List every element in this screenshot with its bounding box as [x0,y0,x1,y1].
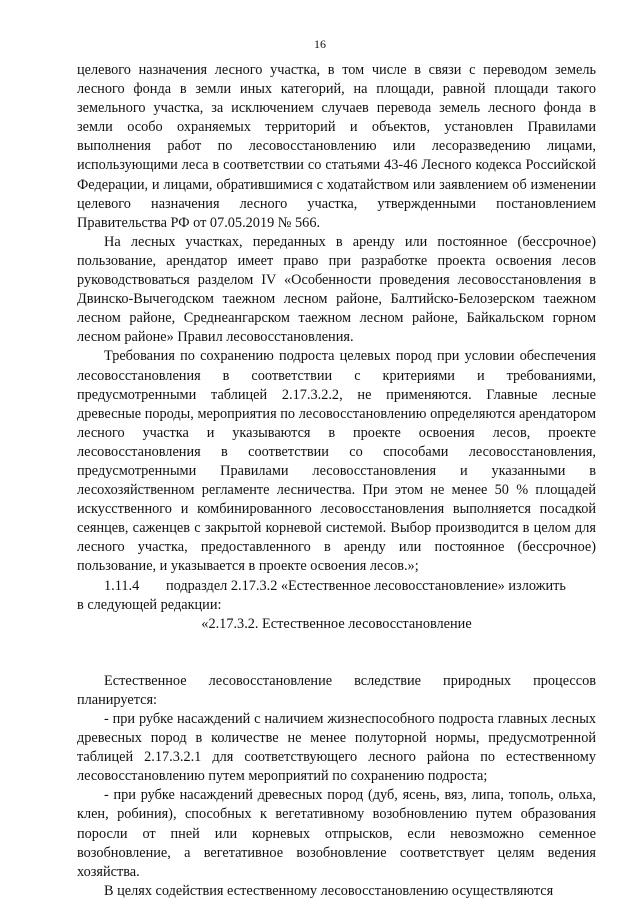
blank-space [77,634,596,672]
paragraph-5: - при рубке насаждений с наличием жизнеспособного подроста главных лесных древесных пород в количестве не менее полуторной нормы, предусмотренной таблицей 2.17.3.2.1 для соответствующего лесного района по естественному лесовосстановлению путем мероприятий по сохранению подроста; [77,711,596,785]
document-body [77,61,596,901]
paragraph-6: - при рубке насаждений древесных пород (дуб, ясень, вяз, липа, тополь, ольха, клен, робиния), способных к вегетативному возобновлению путем образования поросли от пней или корневых отпрысков, если невозможно семенное возобновление, а вегетативное возобновление соответствует целям ведения хозяйства. [77,787,596,880]
paragraph-4: Естественное лесовосстановление вследствие природных процессов планируется: [77,672,596,708]
item-number: 1.11.4 [104,577,140,594]
paragraph-7: В целях содействия естественному лесовосстановлению осуществляются [104,882,554,899]
paragraph-3: Требования по сохранению подроста целевых пород при условии обеспечения лесовосстановления в соответствии с критериями и требованиями, предусмотренными таблицей 2.17.3.2.2, не применяются. Главные лесные древесные породы, мероприятия по лесовосстановлению определяются арендатором лесного участка и указываются в проекте освоения лесов, проекте лесовосстановления в соответствии со способами лесовосстановления, предусмотренными Правилами лесовосстановления и указанными в лесохозяйственном регламенте лесничества. При этом не менее 50 % площадей искусственного и комбинированного лесовосстановления выполняется посадкой сеянцев, саженцев с закрытой корневой системой. Выбор производится в целом для лесного участка, предоставленного в аренду или постоянное (бессрочное) пользование, и указывается в проекте освоения лесов.»; [77,348,596,575]
section-heading: «2.17.3.2. Естественное лесовосстановление [201,615,472,632]
page-number: 16 [314,37,326,51]
item-1-11-4 [77,577,596,615]
paragraph-2: На лесных участках, переданных в аренду или постоянное (бессрочное) пользование, арендатор имеет право при разработке проекта освоения лесов руководствоваться разделом IV «Особенности проведения лесовосстановления в Двинско-Вычегодском таежном лесном районе, Балтийско-Белозерском таежном лесном районе, Среднеангарском таежном лесном районе, Байкальском горном лесном районе» Правил лесовосстановления. [77,233,596,346]
paragraph-1: целевого назначения лесного участка, в том числе в связи с переводом земель лесного фонда в земли иных категорий, на площади, равной площади такого земельного участка, за исключением случаев перевода земель лесного фонда в земли особо охраняемых территорий и объектов, установлен Правилами выполнения работ по лесовосстановлению или лесоразведению лицами, использующими леса в соответствии со статьями 43-46 Лесного кодекса Российской Федерации, и лицами, обратившимися с ходатайством или заявлением об изменении целевого назначения лесного участка, утвержденными постановлением Правительства РФ от 07.05.2019 № 566. [77,62,596,231]
item-text: подраздел 2.17.3.2 «Естественное лесовосстановление» изложить [166,577,566,594]
item-continuation: в следующей редакции: [77,596,222,613]
